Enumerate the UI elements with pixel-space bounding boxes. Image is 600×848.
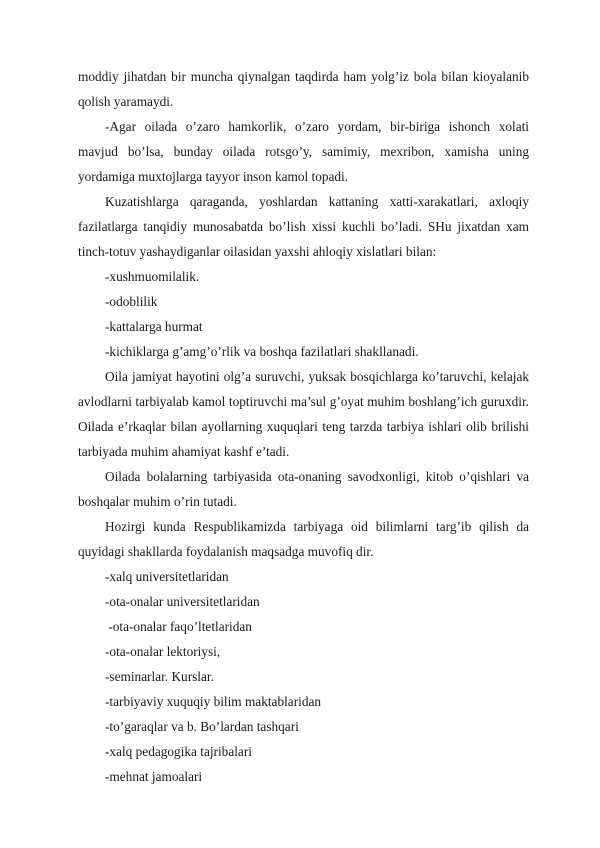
list-item: -seminarlar. Kurslar. [105, 669, 214, 684]
list-item: -ota-onalar faqo’ltetlaridan [105, 619, 252, 634]
list-item: -kattalarga hurmat [105, 319, 203, 334]
paragraph-family-society: Oila jamiyat hayotini olg’a suruvchi, yuksak bosqichlarga ko’taruvchi, kelajak avlodlarni tarbiyalab kamol toptiruvchi ma’sul g’oyat muhim boshlang’ich guruxdir. Oilada e’rkaqlar bilan ayollarning xuquqlari teng tarzda tarbiya ishlari olib brilishi tarbiyada muhim ahamiyat kashf e’tadi. [78, 369, 529, 459]
list-item: -xalq pedagogika tajribalari [105, 744, 252, 759]
list-item: -ota-onalar lektoriysi, [105, 644, 221, 659]
paragraph-parents-literacy: Oilada bolalarning tarbiyasida ota-onaning savodxonligi, kitob o’qishlari va boshqalar muhim o’rin tutadi. [78, 469, 529, 509]
list-item: -to’garaqlar va b. Bo’lardan tashqari [105, 719, 299, 734]
list-item: -odoblilik [105, 294, 158, 309]
list-item: -kichiklarga g’amg’o’rlik va boshqa fazilatlari shakllanadi. [105, 344, 419, 359]
paragraph-observations: Kuzatishlarga qaraganda, yoshlardan kattaning xatti-xarakatlari, axloqiy fazilatlarga tanqidiy munosabatda bo’lish xissi kuchli bo’ladi. SHu jixatdan xam tinch-totuv yashaydiganlar oilasidan yaxshi ahloqiy xislatlari bilan: [78, 194, 529, 259]
paragraph-cooperation: -Agar oilada o’zaro hamkorlik, o’zaro yordam, bir-biriga ishonch xolati mavjud bo’lsa, bunday oilada rotsgo’y, samimiy, mexribon, xamisha uning yordamiga muxtojlarga tayyor inson kamol topadi. [78, 119, 529, 184]
list-item: -tarbiyaviy xuquqiy bilim maktablaridan [105, 694, 322, 709]
list-item: -mehnat jamoalari [105, 769, 203, 784]
document-page [78, 64, 529, 789]
paragraph-current-forms: Hozirgi kunda Respublikamizda tarbiyaga oid bilimlarni targ’ib qilish da quyidagi shakllarda foydalanish maqsadga muvofiq dir. [78, 519, 529, 559]
list-item: -ota-onalar universitetlaridan [105, 594, 260, 609]
list-item: -xalq universitetlaridan [105, 569, 229, 584]
paragraph-continuation: moddiy jihatdan bir muncha qiynalgan taqdirda ham yolg’iz bola bilan kioyalanib qolish yaramaydi. [78, 69, 529, 109]
list-item: -xushmuomilalik. [105, 269, 200, 284]
